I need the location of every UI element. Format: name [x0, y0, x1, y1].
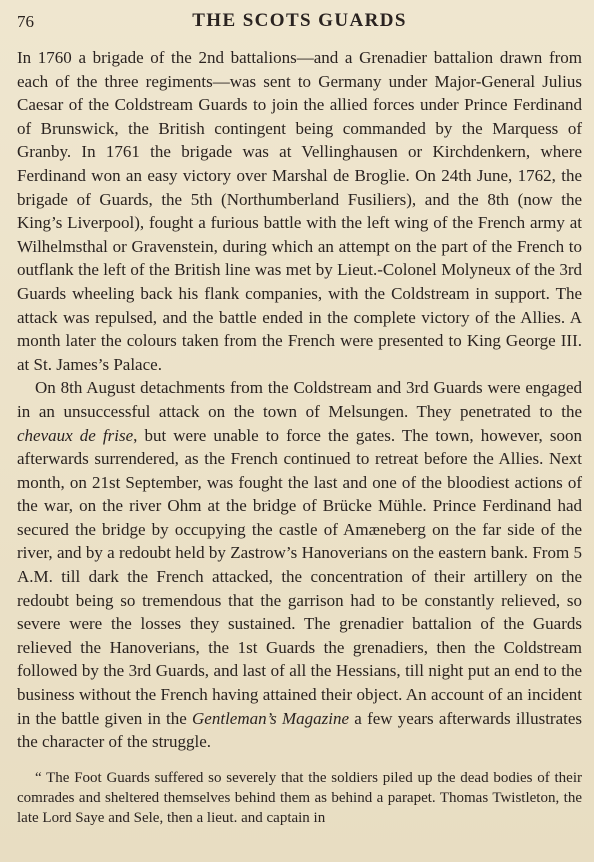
paragraph-2-part-c: a few years afterwards illustrates the character of the struggle. [17, 708, 583, 752]
block-quote [17, 768, 582, 828]
page-number: 76 [17, 12, 34, 31]
paragraph-2-part-a: On 8th August detachments from the Coldstream and 3rd Guards were engaged in an unsuccessful attack on the town of Melsungen. They penetrated to the [17, 378, 582, 421]
body-text [17, 46, 582, 754]
italic-title-gentlemans-magazine: Gentleman’s Magazine [192, 708, 350, 728]
paragraph-2-part-b: , but were unable to force the gates. The town, however, soon afterwards surrendered, as the French continued to retreat before the Allies. Next month, on 21st September, was fought the last and one of the bloodiest actions of the war, on the river Ohm at the bridge of Brücke Mühle. Prince Ferdinand had secured the bridge by occupying the castle of Amæneberg on the far side of the river, and by a redoubt held by Zastrow’s Hanoverians on the eastern bank. From 5 A.M. till dark the French attacked, the concentration of their artillery on the redoubt being so tremendous that the garrison had to be constantly relieved, so severe were the losses they sustained. The grenadier battalion of the Guards relieved the Hanoverians, the 1st Guards the grenadiers, then the Coldstream followed by the 3rd Guards, and last of all the Hessians, till night put an end to the business without the French having attained their object. An account of an incident in the battle given in the [17, 425, 582, 728]
quote-text: “ The Foot Guards suffered so severely that the soldiers piled up the dead bodies of their comrades and sheltered themselves behind them as behind a parapet. Thomas Twistleton, the late Lord Saye and Sele, then a lieut. and captain in [17, 769, 582, 826]
running-head: THE SCOTS GUARDS [192, 10, 407, 31]
italic-term-chevaux-de-frise: chevaux de frise [17, 425, 134, 445]
paragraph-2 [17, 376, 582, 754]
paragraph-1: In 1760 a brigade of the 2nd battalions—and a Grenadier battalion drawn from each of the three regiments—was sent to Germany under Major-General Julius Caesar of the Coldstream Guards to join the allied forces under Prince Ferdinand of Brunswick, the British contingent being commanded by the Marquess of Granby. In 1761 the brigade was at Vellinghausen or Kirchdenkern, where Ferdinand won an easy victory over Marshal de Broglie. On 24th June, 1762, the brigade of Guards, the 5th (Northumberland Fusiliers), and the 8th (now the King’s Liverpool), fought a furious battle with the left wing of the French army at Wilhelmsthal or Gravenstein, during which an attempt on the part of the French to outflank the left of the British line was met by Lieut.-Colonel Molyneux of the 3rd Guards wheeling back his flank companies, with the Coldstream in support. The attack was repulsed, and the battle ended in the complete victory of the Allies. A month later the colours taken from the French were presented to King George III. at St. James’s Palace. [17, 48, 582, 374]
page-header [17, 8, 582, 36]
